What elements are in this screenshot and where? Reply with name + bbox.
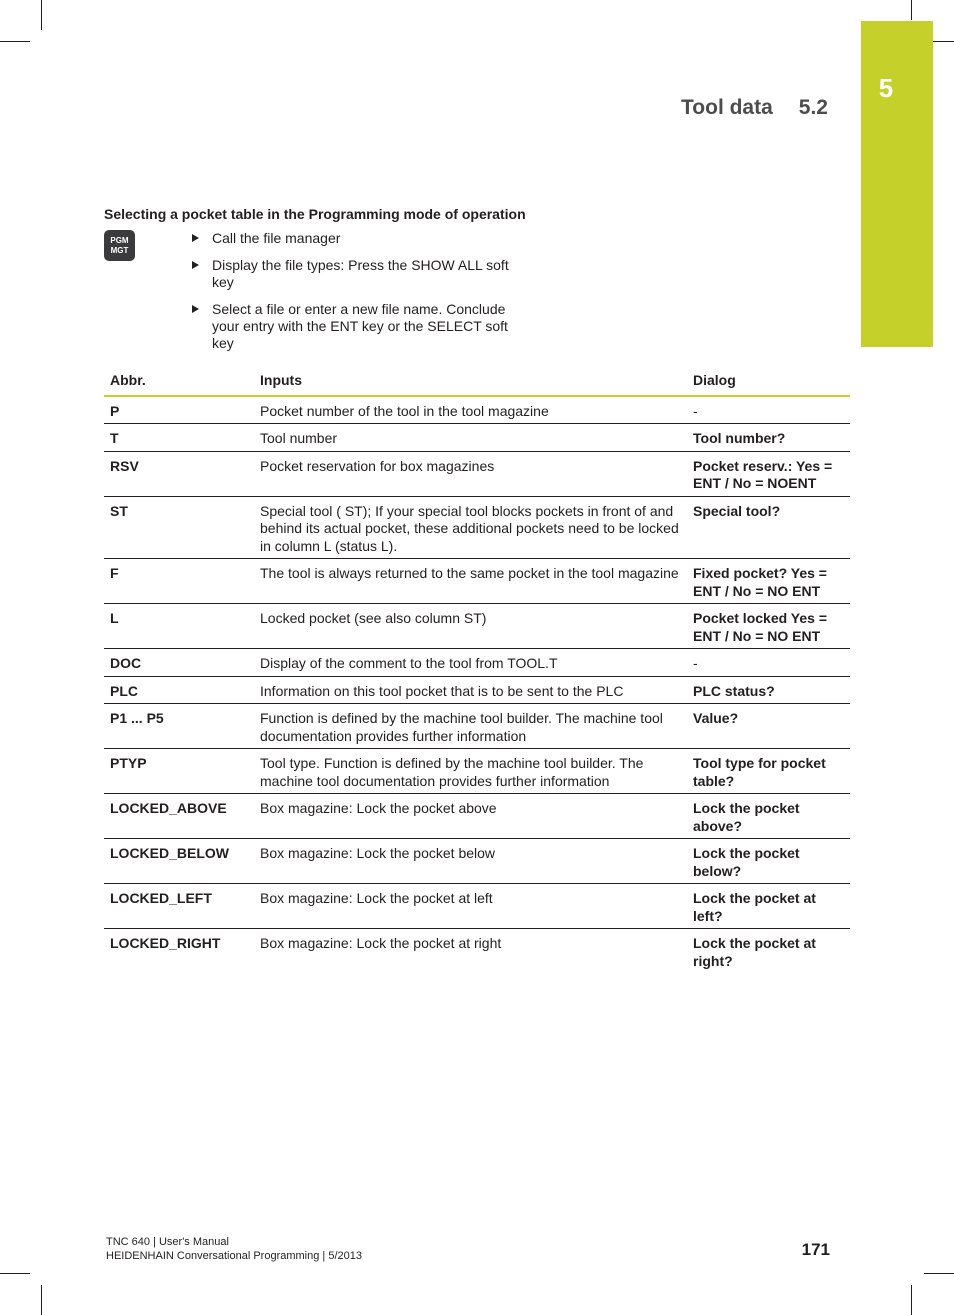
table-row (104, 884, 850, 929)
cell-dialog: Special tool? (687, 496, 850, 559)
table-row (104, 704, 850, 749)
footer-line2: HEIDENHAIN Conversational Programming | 5/2013 (106, 1250, 362, 1262)
instruction-steps (192, 230, 532, 362)
arrow-right-icon (192, 261, 199, 269)
table-header-row (104, 368, 850, 396)
cell-abbr: L (104, 604, 254, 649)
cell-inputs: Pocket number of the tool in the tool magazine (254, 396, 687, 424)
cell-dialog: Value? (687, 704, 850, 749)
cell-inputs: The tool is always returned to the same pocket in the tool magazine (254, 559, 687, 604)
cell-abbr: ST (104, 496, 254, 559)
cell-inputs: Box magazine: Lock the pocket above (254, 794, 687, 839)
table-row (104, 929, 850, 974)
cell-dialog: Fixed pocket? Yes = ENT / No = NO ENT (687, 559, 850, 604)
cell-inputs: Box magazine: Lock the pocket at left (254, 884, 687, 929)
page-header (600, 96, 828, 120)
cell-dialog: - (687, 649, 850, 677)
crop-mark (0, 1273, 30, 1274)
crop-mark (911, 1285, 912, 1315)
cell-dialog: - (687, 396, 850, 424)
table-row (104, 839, 850, 884)
cell-inputs: Locked pocket (see also column ST) (254, 604, 687, 649)
table-row (104, 496, 850, 559)
table-row (104, 676, 850, 704)
cell-abbr: LOCKED_BELOW (104, 839, 254, 884)
arrow-right-icon (192, 234, 199, 242)
cell-dialog: Lock the pocket below? (687, 839, 850, 884)
cell-dialog: Pocket reserv.: Yes = ENT / No = NOENT (687, 451, 850, 496)
pocket-table-columns (104, 368, 850, 973)
table-row (104, 604, 850, 649)
cell-dialog: PLC status? (687, 676, 850, 704)
key-icon-line1: PGM (110, 236, 129, 245)
cell-inputs: Information on this tool pocket that is to be sent to the PLC (254, 676, 687, 704)
step-text: Select a file or enter a new file name. Conclude your entry with the ENT key or the SELECT soft key (212, 301, 508, 351)
cell-abbr: P (104, 396, 254, 424)
section-number: 5.2 (798, 96, 828, 119)
cell-dialog: Pocket locked Yes = ENT / No = NO ENT (687, 604, 850, 649)
table-row (104, 451, 850, 496)
cell-abbr: LOCKED_LEFT (104, 884, 254, 929)
cell-abbr: DOC (104, 649, 254, 677)
cell-inputs: Box magazine: Lock the pocket at right (260, 935, 502, 951)
cell-inputs: Pocket reservation for box magazines (254, 451, 687, 496)
cell-dialog: Tool number? (687, 424, 850, 452)
key-icon-line2: MGT (110, 246, 129, 255)
cell-dialog: Tool type for pocket table? (687, 749, 850, 794)
table-row (104, 649, 850, 677)
page-footer (106, 1235, 362, 1263)
header-dialog: Dialog (687, 368, 850, 396)
section-title: Tool data (681, 96, 773, 119)
cell-inputs: Tool type. Function is defined by the machine tool builder. The machine tool documentation provides further information (254, 749, 687, 794)
arrow-right-icon (192, 305, 199, 313)
crop-mark (0, 41, 30, 42)
cell-dialog: Lock the pocket at left? (687, 884, 850, 929)
table-row (104, 794, 850, 839)
table-row (104, 749, 850, 794)
step-text: Display the file types: Press the SHOW ALL soft key (212, 257, 509, 290)
table-row (104, 559, 850, 604)
cell-dialog: Lock the pocket at right? (693, 935, 816, 969)
cell-abbr: T (104, 424, 254, 452)
section-heading: Selecting a pocket table in the Programming mode of operation (104, 206, 526, 222)
crop-mark (41, 1285, 42, 1315)
cell-abbr: P1 ... P5 (104, 704, 254, 749)
step-text: Call the file manager (212, 230, 341, 246)
chapter-number: 5 (878, 73, 894, 103)
cell-inputs: Tool number (254, 424, 687, 452)
cell-inputs: Display of the comment to the tool from TOOL.T (254, 649, 687, 677)
table-row (104, 424, 850, 452)
header-abbr: Abbr. (104, 368, 254, 396)
chapter-tab (861, 21, 933, 347)
header-inputs: Inputs (254, 368, 687, 396)
cell-inputs: Special tool ( ST); If your special tool blocks pockets in front of and behind its actual pocket, these additional pockets need to be locked in column L (status L). (254, 496, 687, 559)
cell-abbr: PTYP (104, 749, 254, 794)
crop-mark (924, 1273, 954, 1274)
cell-inputs: Function is defined by the machine tool builder. The machine tool documentation provides further information (254, 704, 687, 749)
footer-line1: TNC 640 | User's Manual (106, 1236, 229, 1248)
crop-mark (911, 0, 912, 20)
step-item (192, 301, 522, 352)
cell-abbr: PLC (104, 676, 254, 704)
cell-abbr: LOCKED_RIGHT (110, 935, 221, 951)
cell-abbr: RSV (104, 451, 254, 496)
table-row (104, 396, 850, 424)
step-item (192, 257, 532, 291)
cell-abbr: LOCKED_ABOVE (104, 794, 254, 839)
cell-inputs: Box magazine: Lock the pocket below (254, 839, 687, 884)
pgm-mgt-key-icon (104, 230, 135, 261)
page-number: 171 (801, 1240, 830, 1259)
cell-abbr: F (104, 559, 254, 604)
step-item (192, 230, 532, 247)
crop-mark (41, 0, 42, 30)
cell-dialog: Lock the pocket above? (687, 794, 850, 839)
